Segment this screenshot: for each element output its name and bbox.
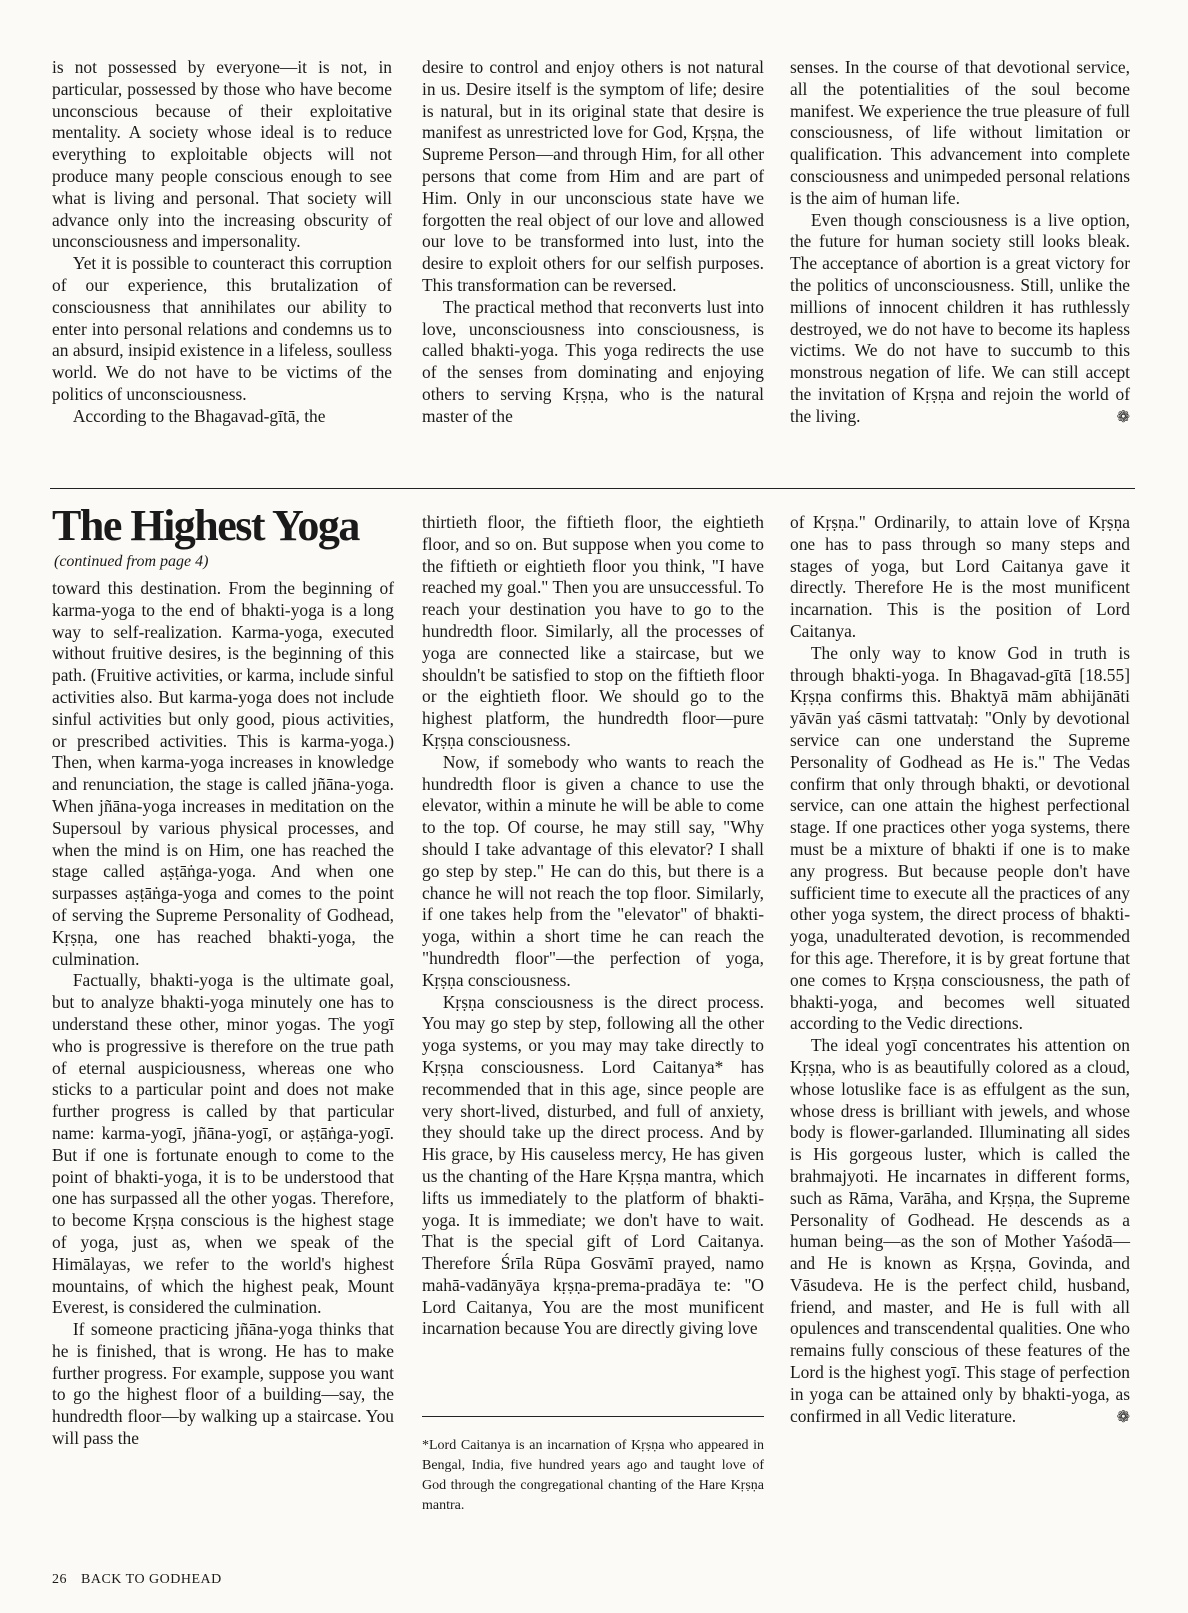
paragraph: Yet it is possible to counteract this corruption of our experience, this brutalization of consciousness that annihilates our ability to enter into personal relations and condemns us to an absurd, insipid existence in a lifeless, soulless world. We do not have to be victims of the politics of unconsciousness. — [52, 253, 392, 404]
top-column-1 — [52, 57, 392, 428]
page-number: 26 — [52, 1572, 67, 1587]
paragraph: desire to control and enjoy others is not natural in us. Desire itself is the symptom of life; desire is natural, but in its original state that desire is manifest as unrestricted love for God, Kṛṣṇa, the Supreme Person—and through Him, for all other persons that come from Him and are part of Him. Only in our unconscious state have we forgotten the real object of our love and allowed our love to be transformed into lust, into the desire to exploit others for our selfish purposes. This transformation can be reversed. — [422, 57, 764, 295]
paragraph: Now, if somebody who wants to reach the hundredth floor is given a chance to use the elevator, within a minute he will be able to come to the top. Of course, he may still say, "Why should I take advantage of this elevator? I shall go step by step." He can do this, but there is a chance he will not reach the top floor. Similarly, if one takes help from the "elevator" of bhakti-yoga, within a short time he can reach the "hundredth floor"—the perfection of yoga, Kṛṣṇa consciousness. — [422, 751, 764, 990]
paragraph: The only way to know God in truth is through bhakti-yoga. In Bhagavad-gītā [18.55] Kṛṣṇa confirms this. Bhaktyā mām abhijānāti yāvān yaś cāsmi tattvataḥ: "Only by devotional service can one understand the Supreme Personality of Godhead as He is." The Vedas confirm that only through bhakti, or devotional service, can one attain the highest perfectional stage. If one practices other yoga systems, there must be a mixture of bhakti if one is to make any progress. But because people don't have sufficient time to execute all the practices of any other yoga system, the direct process of bhakti-yoga, unadulterated devotion, is recommended for this age. Therefore, it is by great fortune that one comes to Kṛṣṇa consciousness, the path of bhakti-yoga, and becomes well situated according to the Vedic directions. — [790, 642, 1130, 1034]
page-footer — [52, 1572, 222, 1588]
article-column-1 — [52, 578, 394, 1450]
article-title: The Highest Yoga — [52, 501, 359, 550]
paragraph: If someone practicing jñāna-yoga thinks that he is finished, that is wrong. He has to make further progress. For example, suppose you want to go the highest floor of a building—say, the hundredth floor—by walking up a staircase. You will pass the — [52, 1319, 394, 1449]
top-column-2 — [422, 57, 764, 428]
paragraph-text: Even though consciousness is a live option, the future for human society still looks bleak. The acceptance of abortion is a great victory for the politics of unconsciousness. Still, unlike the millions of innocent children it has ruthlessly destroyed, we do not have to become its hapless victims. We do not have to succumb to this monstrous negation of life. We can still accept the invitation of Kṛṣṇa and rejoin the world of the living. — [790, 209, 1130, 426]
paragraph: thirtieth floor, the fiftieth floor, the eightieth floor, and so on. But suppose when you come to the fiftieth or eightieth floor you think, "I have reached my goal." Then you are unsuccessful. To reach your destination you have to go to the hundredth floor. Similarly, all the processes of yoga are connected like a staircase, but we shouldn't be satisfied to stop on the fiftieth floor or the eightieth floor. We should go to the highest platform, the hundredth floor—pure Kṛṣṇa consciousness. — [422, 512, 764, 750]
paragraph: senses. In the course of that devotional service, all the potentialities of the soul become manifest. We experience the true pleasure of full consciousness, of life without limitation or qualification. This advancement into complete consciousness and unimpeded personal relations is the aim of human life. — [790, 57, 1130, 208]
article-column-3 — [790, 512, 1130, 1428]
end-of-article-icon: ❁ — [1116, 1408, 1130, 1426]
footnote: *Lord Caitanya is an incarnation of Kṛṣṇa who appeared in Bengal, India, five hundred years ago and taught love of God through the congregational chanting of the Hare Kṛṣṇa mantra. — [422, 1438, 764, 1513]
article-column-2 — [422, 512, 764, 1340]
end-of-article-icon: ❁ — [1116, 408, 1130, 426]
paragraph — [790, 210, 1130, 428]
paragraph: of Kṛṣṇa." Ordinarily, to attain love of Kṛṣṇa one has to pass through so many steps and stages of yoga, but Lord Caitanya gave it directly. Therefore He is the most munificent incarnation. This is the position of Lord Caitanya. — [790, 512, 1130, 641]
paragraph: Kṛṣṇa consciousness is the direct process. You may go step by step, following all the other yoga systems, or you may may take directly to Kṛṣṇa consciousness. Lord Caitanya* has recommended that in this age, since people are very short-lived, disturbed, and full of anxiety, they should take up the direct process. And by His grace, by His causeless mercy, He has given us the chanting of the Hare Kṛṣṇa mantra, which lifts us immediately to the platform of bhakti-yoga. It is immediate; we don't have to wait. That is the special gift of Lord Caitanya. Therefore Śrīla Rūpa Gosvāmī prayed, namo mahā-vadānyāya kṛṣṇa-prema-pradāya te: "O Lord Caitanya, You are the most munificent incarnation because You are directly giving love — [422, 991, 764, 1339]
paragraph — [790, 1035, 1130, 1427]
magazine-name: BACK TO GODHEAD — [81, 1572, 222, 1587]
footnote-divider — [422, 1416, 764, 1417]
paragraph-text: The ideal yogī concentrates his attention on Kṛṣṇa, who is as beautifully colored as a cloud, whose lotuslike face is as effulgent as the sun, whose dress is brilliant with jewels, and whose body is flower-garlanded. Illuminating all sides is His gorgeous luster, which is called the brahmajyoti. He incarnates in different forms, such as Rāma, Varāha, and Kṛṣṇa, the Supreme Personality of Godhead. He descends as a human being—as the son of Mother Yaśodā—and He is known as Kṛṣṇa, Govinda, and Vāsudeva. He is the perfect child, husband, friend, and master, and He is full with all opulences and transcendental qualities. One who remains fully conscious of these features of the Lord is the highest yogī. This stage of perfection in yoga can be attained only by bhakti-yoga, as confirmed in all Vedic literature. — [790, 1035, 1130, 1426]
paragraph: Factually, bhakti-yoga is the ultimate goal, but to analyze bhakti-yoga minutely one has to understand these other, minor yogas. The yogī who is progressive is therefore on the true path of eternal auspiciousness, whereas one who sticks to a particular point and does not make further progress is called by that particular name: karma-yogī, jñāna-yogī, or aṣṭāṅga-yogī. But if one is fortunate enough to come to the point of bhakti-yoga, it is to be understood that one has surpassed all the other yogas. Therefore, to become Kṛṣṇa conscious is the highest stage of yoga, just as, when we speak of the Himālayas, we refer to the world's highest mountains, of which the highest peak, Mount Everest, is considered the culmination. — [52, 970, 394, 1318]
section-divider — [50, 488, 1135, 489]
top-column-3 — [790, 57, 1130, 429]
paragraph: is not possessed by everyone—it is not, in particular, possessed by those who have become unconscious because of their exploitative mentality. A society whose ideal is to reduce everything to exploitable objects will not produce many people conscious enough to see what is living and personal. That society will advance only into the increasing obscurity of unconsciousness and impersonality. — [52, 57, 392, 252]
continued-from-note: (continued from page 4) — [54, 553, 209, 570]
paragraph: toward this destination. From the beginning of karma-yoga to the end of bhakti-yoga is a long way to self-realization. Karma-yoga, executed without fruitive desires, is the beginning of this path. (Fruitive activities, or karma, include sinful activities also. But karma-yoga does not include sinful activities but only good, pious activities, or prescribed activities. This is karma-yoga.) Then, when karma-yoga increases in knowledge and renunciation, the stage is called jñāna-yoga. When jñāna-yoga increases in meditation on the Supersoul by various physical processes, and when the mind is on Him, one has reached the stage called aṣṭāṅga-yoga. And when one surpasses aṣṭāṅga-yoga and comes to the point of serving the Supreme Personality of Godhead, Kṛṣṇa, one has reached bhakti-yoga, the culmination. — [52, 578, 394, 969]
paragraph: According to the Bhagavad-gītā, the — [72, 405, 326, 426]
paragraph: The practical method that reconverts lust into love, unconsciousness into consciousness, is called bhakti-yoga. This yoga redirects the use of the senses from dominating and enjoying others to serving Kṛṣṇa, who is the natural master of the — [422, 296, 764, 426]
